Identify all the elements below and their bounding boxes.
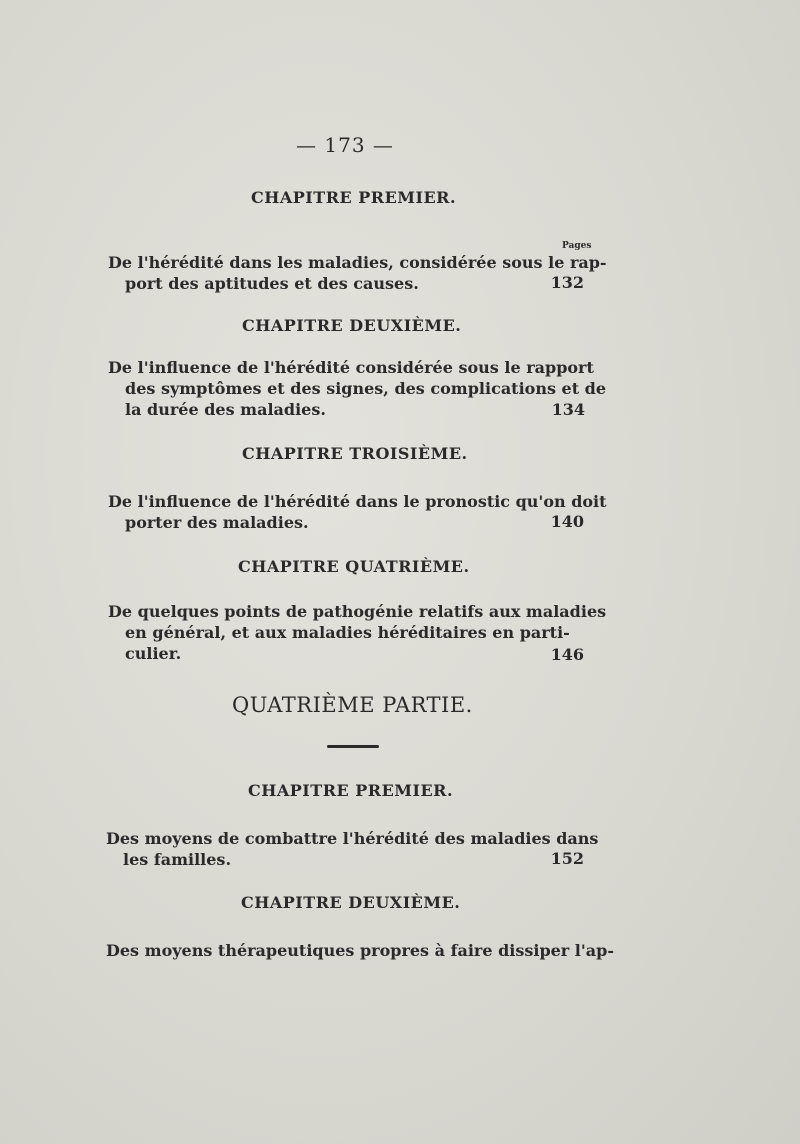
entry-line: des symptômes et des signes, des complications et de [125, 379, 607, 398]
chapter-heading: CHAPITRE DEUXIÈME. [242, 316, 462, 335]
page-number: — 173 — [296, 133, 394, 157]
entry-line: Des moyens thérapeutiques propres à faire dissiper l'ap- [106, 941, 614, 960]
toc-page-number: 140 [550, 512, 584, 531]
entry-line: port des aptitudes et des causes. [125, 274, 419, 293]
entry-line: De l'influence de l'hérédité dans le pronostic qu'on doit [108, 492, 607, 511]
toc-page-number: 152 [550, 849, 584, 868]
toc-entry [106, 940, 614, 961]
chapter-heading: CHAPITRE QUATRIÈME. [238, 557, 470, 576]
chapter-heading: CHAPITRE DEUXIÈME. [241, 893, 461, 912]
entry-line: De l'hérédité dans les maladies, considérée sous le rap- [108, 253, 607, 272]
entry-line: culier. [125, 644, 182, 663]
entry-line: Des moyens de combattre l'hérédité des maladies dans [106, 829, 599, 848]
entry-line: De l'influence de l'hérédité considérée sous le rapport [108, 358, 594, 377]
section-divider [327, 745, 379, 748]
entry-line: en général, et aux maladies héréditaires en parti- [125, 623, 570, 642]
chapter-heading: CHAPITRE PREMIER. [251, 188, 457, 207]
entry-line: porter des maladies. [125, 513, 309, 532]
pages-column-label: Pages [562, 241, 592, 251]
entry-line: la durée des maladies. [125, 400, 326, 419]
part-title: QUATRIÈME PARTIE. [232, 693, 473, 717]
entry-line: De quelques points de pathogénie relatifs aux maladies [108, 602, 607, 621]
chapter-heading: CHAPITRE TROISIÈME. [242, 444, 468, 463]
toc-page-number: 132 [550, 273, 584, 292]
entry-line: les familles. [123, 850, 232, 869]
chapter-heading: CHAPITRE PREMIER. [248, 781, 454, 800]
toc-page-number: 134 [551, 400, 585, 419]
toc-page-number: 146 [550, 645, 584, 664]
